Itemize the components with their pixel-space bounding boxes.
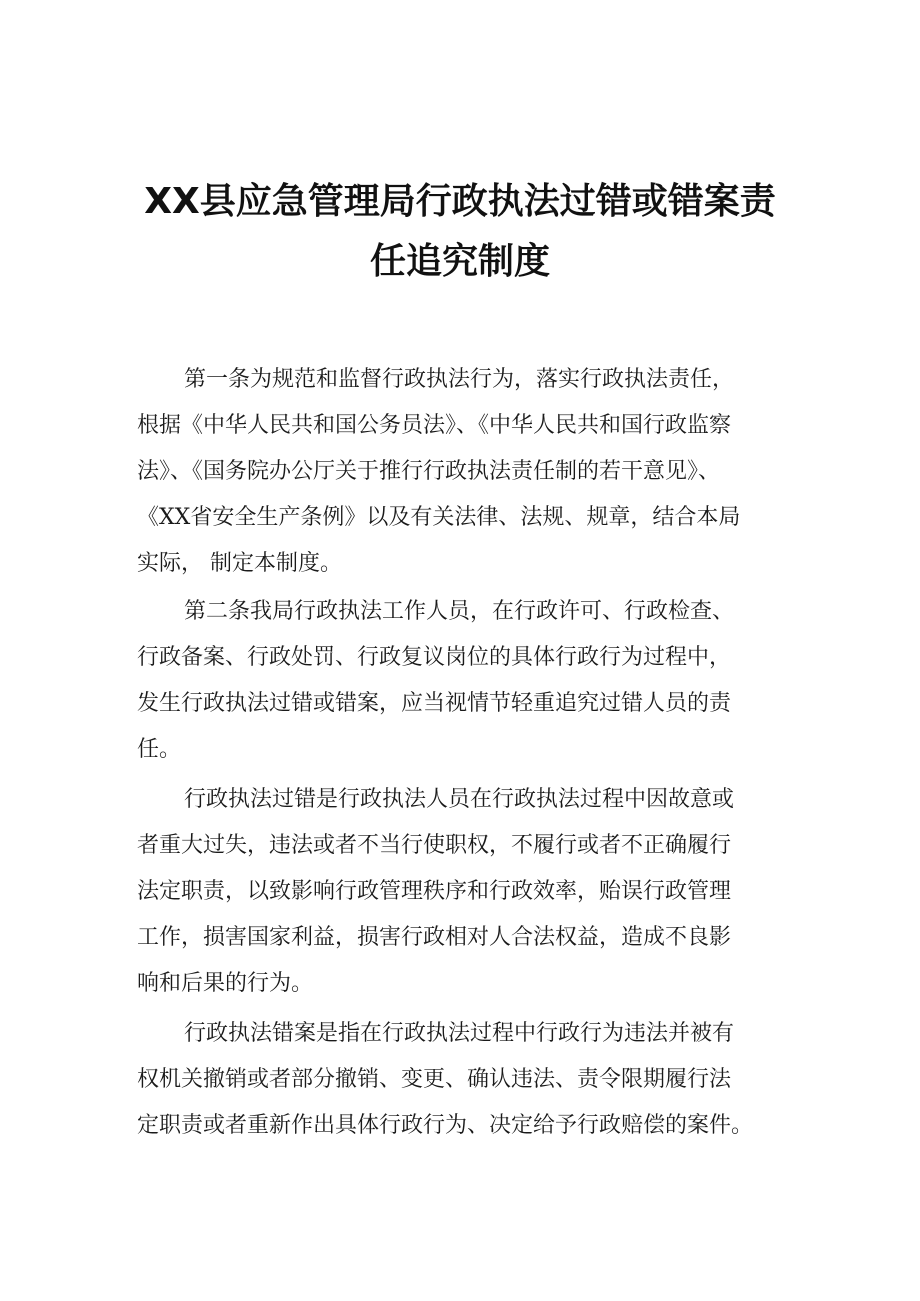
paragraph-1-line-4: 《XX省安全生产条例》以及有关法律、法规、规章，结合本局 <box>137 505 741 530</box>
paragraph-2-line-1: 第二条我局行政执法工作人员，在行政许可、行政检查、 <box>184 599 735 624</box>
paragraph-1-line-1: 第一条为规范和监督行政执法行为，落实行政执法责任， <box>184 367 735 392</box>
paragraph-3-line-2: 者重大过失，违法或者不当行使职权，不履行或者不正确履行 <box>137 833 732 858</box>
paragraph-1-line-5: 实际， 制定本制度。 <box>137 551 342 576</box>
paragraph-2-line-2: 行政备案、行政处罚、行政复议岗位的具体行政行为过程中， <box>137 645 732 670</box>
paragraph-4-line-1: 行政执法错案是指在行政执法过程中行政行为违法并被有 <box>184 1021 735 1046</box>
paragraph-3-line-5: 响和后果的行为。 <box>137 971 314 996</box>
paragraph-4-line-2: 权机关撤销或者部分撤销、变更、确认违法、责令限期履行法 <box>137 1067 732 1092</box>
paragraph-2-line-4: 任。 <box>137 737 182 762</box>
paragraph-1-line-3: 法》、《国务院办公厅关于推行行政执法责任制的若干意见》、 <box>137 459 721 484</box>
paragraph-2-line-3: 发生行政执法过错或错案，应当视情节轻重追究过错人员的责 <box>137 691 732 716</box>
paragraph-3-line-3: 法定职责，以致影响行政管理秩序和行政效率，贻误行政管理 <box>137 879 732 904</box>
document-title-line-2: 任追究制度 <box>369 241 550 282</box>
paragraph-4-line-3: 定职责或者重新作出具体行政行为、决定给予行政赔偿的案件。 <box>137 1113 754 1138</box>
document-title-line-1: XX县应急管理局行政执法过错或错案责 <box>144 181 776 222</box>
paragraph-1-line-2: 根据《中华人民共和国公务员法》、《中华人民共和国行政监察 <box>137 413 732 438</box>
paragraph-3-line-1: 行政执法过错是行政执法人员在行政执法过程中因故意或 <box>184 787 735 812</box>
paragraph-3-line-4: 工作，损害国家利益，损害行政相对人合法权益，造成不良影 <box>137 925 732 950</box>
